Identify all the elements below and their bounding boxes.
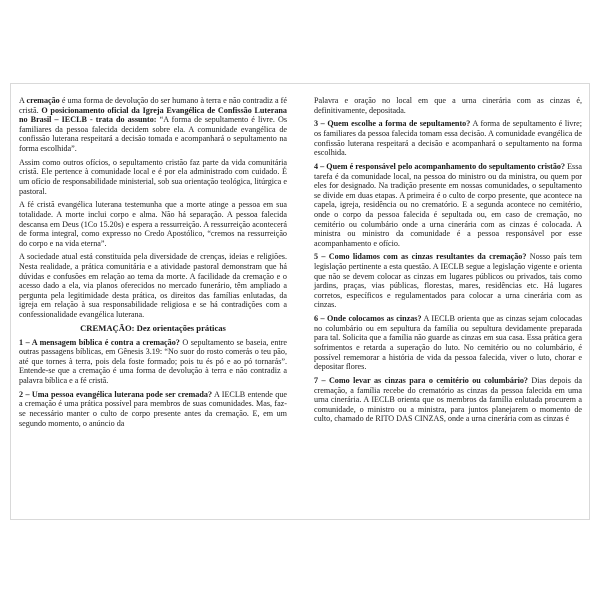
question-3-title: 3 – Quem escolhe a forma de sepultamento? bbox=[314, 119, 471, 129]
question-5-title: 5 – Como lidamos com as cinzas resultantes da cremação? bbox=[314, 252, 527, 262]
booklet-page bbox=[10, 83, 590, 520]
official-position-quote: “A forma de sepultamento é livre. Os familiares da pessoa falecida decidem sobre ela. A comunidade evangélica de confissão luterana respeitará a decisão tomada e acompanhará o sepultamento na forma escolhida”. bbox=[19, 115, 287, 153]
question-7 bbox=[314, 376, 582, 424]
question-1-text: O sepultamento se baseia, entre outras passagens bíblicas, em Gênesis 3.19: “No suor do rosto comerás o teu pão, até que tornes à terra, pois dela foste formado; pois tu és pó e ao pó tornarás”. Entende-se que a cremação é uma forma de devolução à terra e não contradiz a palavra bíblica e a fé cristã. bbox=[19, 337, 288, 385]
left-column bbox=[19, 96, 287, 432]
question-7-title: 7 – Como levar as cinzas para o cemitério ou columbário? bbox=[314, 375, 528, 385]
question-2 bbox=[19, 390, 287, 428]
official-position-heading: O posicionamento oficial da Igreja Evangélica de Confissão Luterana no Brasil – IECLB - trata do assunto: bbox=[19, 105, 287, 125]
question-3 bbox=[314, 119, 582, 157]
question-4-title: 4 – Quem é responsável pelo acompanhamento do sepultamento cristão? bbox=[314, 161, 566, 171]
faith-paragraph: A fé cristã evangélica luterana testemunha que a morte atinge a pessoa em sua totalidade. A morte inclui corpo e alma. Não há separação. A pessoa falecida descansa em Deus (1Co 15.20s) e espera a ressurreição. A ressurreição acontecerá de forma integral, como expresso no Credo Apostólico, “cremos na ressurreição do corpo e na vida eterna”. bbox=[19, 200, 287, 248]
community-paragraph: Assim como outros ofícios, o sepultamento cristão faz parte da vida comunitária cristã. Ele pertence à comunidade local e é por ela administrado com cuidado. É um ofício de responsabilidade ministerial, sob sua orientação teológica, litúrgica e pastoral. bbox=[19, 157, 287, 196]
section-heading: CREMAÇÃO: Dez orientações práticas bbox=[80, 322, 226, 333]
right-column bbox=[314, 96, 582, 428]
question-2-title: 2 – Uma pessoa evangélica luterana pode ser cremada? bbox=[19, 389, 213, 399]
question-6 bbox=[314, 314, 582, 372]
continuation-paragraph: Palavra e oração no local em que a urna cinerária com as cinzas é, definitivamente, depositada. bbox=[314, 96, 582, 115]
question-1-title: 1 – A mensagem bíblica é contra a cremação? bbox=[19, 337, 180, 347]
society-paragraph: A sociedade atual está constituída pela diversidade de crenças, ideias e religiões. Nesta realidade, a prática comunitária e a atividade pastoral demonstram que há dúvidas e confusões em relação ao tema da morte. A facilidade da cremação e o acesso dado a ela, via planos oferecidos no mercado funerário, têm ampliado a pergunta pela legitimidade desta prática, os direitos das famílias enlutadas, da igreja em relação à sua responsabilidade religiosa e se há contradições com a confessionalidade evangélica luterana. bbox=[19, 252, 287, 320]
question-4-text: Essa tarefa é da comunidade local, na pessoa do ministro ou da ministra, ou quem por eles for designado. Na tradição presente em nossas comunidades, o sepultamento se divide em duas etapas. A primeira é o culto de corpo presente, que acontece na capela, igreja, residência ou no crematório. E a segunda acontece no cemitério, onde o corpo da pessoa falecida é sepultada ou, em caso de cremação, no cemitério ou columbário onde a urna cinerária com as cinzas é colocada. A ministra ou ministro da comunidade é a pessoa responsável por esse acompanhamento e ofício. bbox=[314, 161, 582, 248]
question-1 bbox=[19, 338, 287, 386]
intro-text: é uma forma de devolução do ser humano à terra e não contradiz a fé cristã. bbox=[19, 96, 287, 115]
intro-text: A bbox=[19, 96, 27, 105]
question-2-text: A IECLB entende que a cremação é uma prática possível para membros de suas comunidades. Mas, faz-se necessário manter o culto de corpo presente antes da cremação. E, em um segundo momento, o anúncio da bbox=[19, 389, 287, 428]
question-5-text: Nosso país tem legislação pertinente a esta questão. A IECLB segue a legislação vigente e orienta que não se devem colocar as cinzas em lugares públicos ou privados, tais como jardins, praças, vias públicas, florestas, mares, residências etc. Há lugares corretos, específicos e regulamentados para colocar a urna cinerária com as cinzas. bbox=[314, 252, 582, 310]
question-3-text: A forma de sepultamento é livre; os familiares da pessoa falecida tomam essa decisão. A comunidade evangélica de confissão luterana respeitará a decisão e acompanhará o sepultamento na forma escolhida. bbox=[314, 119, 582, 158]
question-6-title: 6 – Onde colocamos as cinzas? bbox=[314, 314, 422, 324]
intro-keyword: cremação bbox=[26, 96, 60, 105]
question-7-text: Dias depois da cremação, a família recebe do crematório as cinzas da pessoa falecida em uma urna cinerária. A IECLB orienta que os membros da família enlutada procurem a comunidade, o ministro ou a ministra, para juntos planejarem o momento de culto, chamado de RITO DAS CINZAS, onde a urna cinerária com as cinzas é bbox=[314, 375, 582, 424]
question-4 bbox=[314, 162, 582, 248]
question-6-text: A IECLB orienta que as cinzas sejam colocadas no columbário ou em sepultura da família ou sepultura devidamente preparada para tal. Solicita que a família não guarde as cinzas em sua casa. Essa prática gera sofrimentos e retarda a superação do luto. No cemitério ou no columbário, é possível rememorar a história de vida da pessoa falecida, viver o luto, chorar e depositar flores. bbox=[314, 314, 582, 372]
question-5 bbox=[314, 252, 582, 310]
intro-paragraph bbox=[19, 96, 287, 154]
